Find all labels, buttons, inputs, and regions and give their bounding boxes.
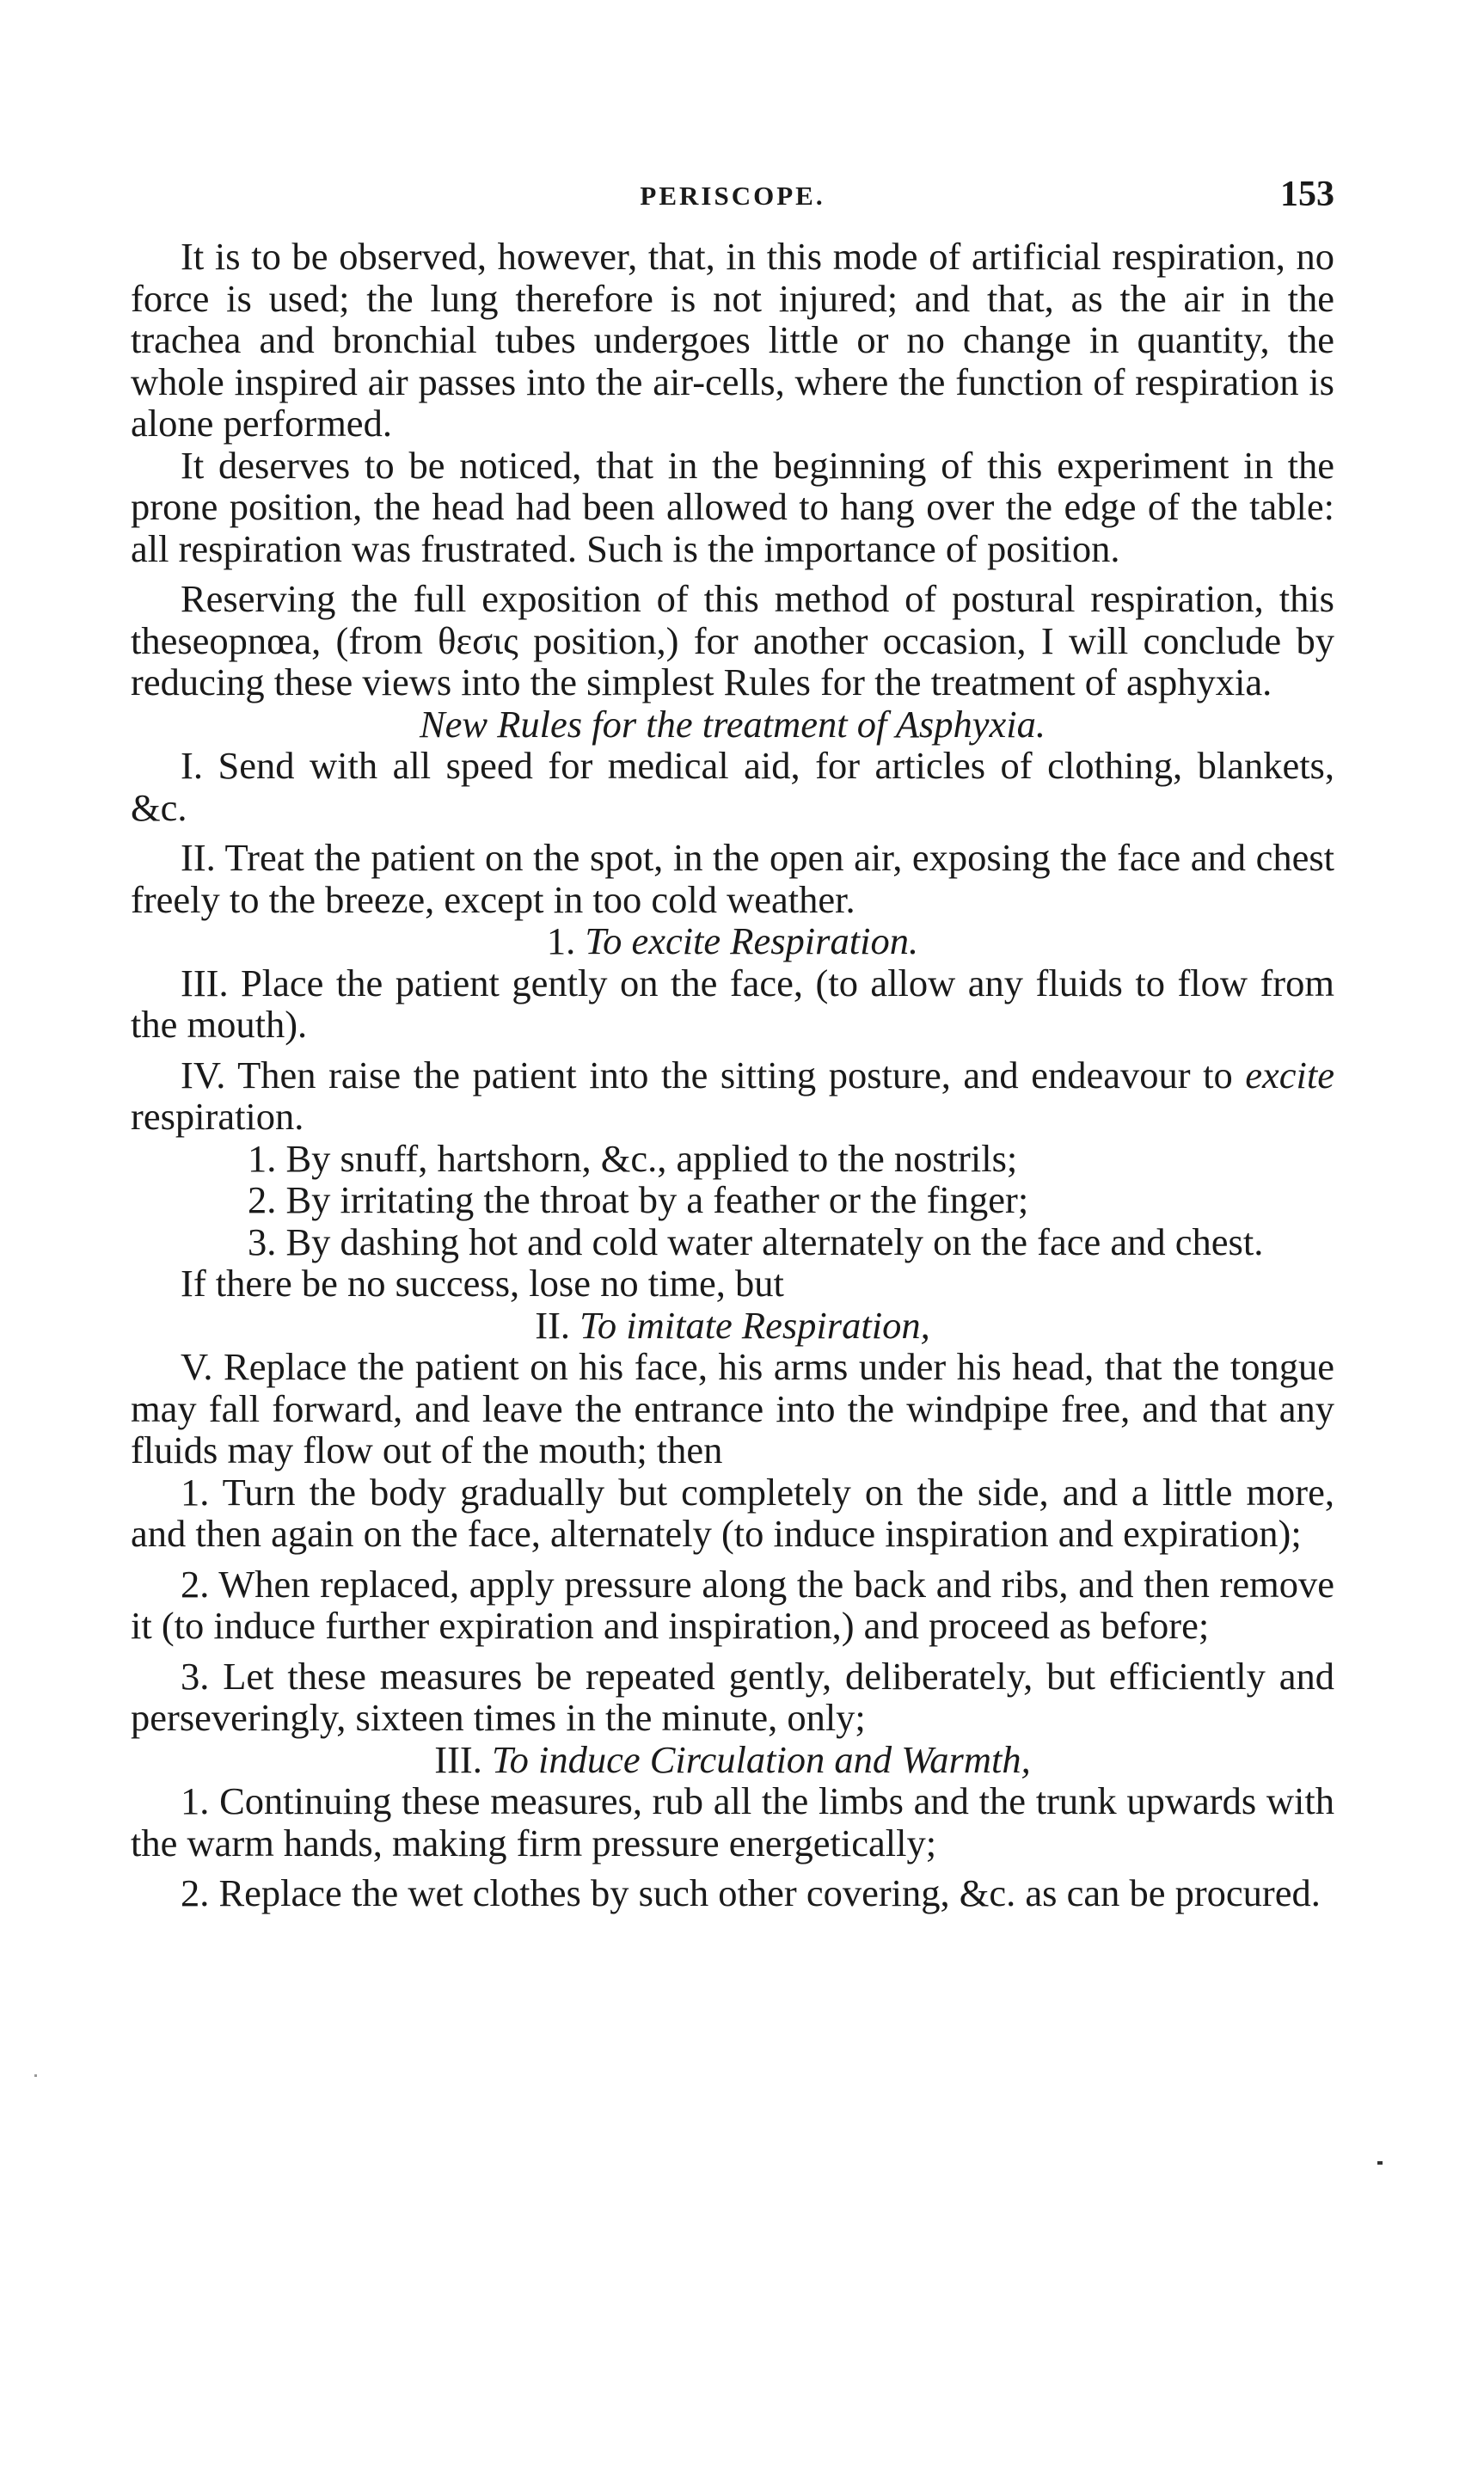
rule-ii: II. Treat the patient on the spot, in the open air, exposing the face and chest freely to the breeze, except in too cold weather.	[131, 836, 1334, 921]
paragraph-postural-respiration: Reserving the full exposition of this method of postural respiration, this theseopnœa, (from θεσις position,) for another occasion, I will conclude by reducing these views into the simplest Rules for the treatment of asphyxia.	[131, 577, 1334, 703]
list-item: 3. Let these measures be repeated gently, deliberately, but efficiently and perseveringly, sixteen times in the minute, only;	[131, 1654, 1334, 1739]
paragraph-position: It deserves to be noticed, that in the beginning of this experiment in the prone position, the head had been allowed to hang over the edge of the table: all respiration was frustrated. Such is the importance of position.	[131, 443, 1334, 570]
print-speck	[1377, 2161, 1383, 2165]
body-text	[131, 236, 1334, 1914]
rule-iii: III. Place the patient gently on the face, (to allow any fluids to flow from the mouth).	[131, 961, 1334, 1046]
section-heading-text: To induce Circulation and Warmth,	[491, 1737, 1031, 1781]
page-number: 153	[1280, 175, 1334, 214]
rules-title: New Rules for the treatment of Asphyxia.	[420, 702, 1046, 746]
list-item: 3. By dashing hot and cold water alternately on the face and chest.	[248, 1219, 1264, 1263]
rule-iv-end: respiration.	[131, 1095, 304, 1138]
list-item: 2. Replace the wet clothes by such other covering, &c. as can be procured.	[181, 1871, 1321, 1914]
section-heading-text: To excite Respiration.	[585, 919, 919, 962]
running-head: PERISCOPE.	[640, 181, 825, 211]
list-item: 1. By snuff, hartshorn, &c., applied to the nostrils;	[248, 1136, 1018, 1180]
rule-i: I. Send with all speed for medical aid, for articles of clothing, blankets, &c.	[131, 744, 1334, 829]
section-heading-number: II.	[535, 1303, 571, 1347]
section-heading-number: III.	[434, 1737, 482, 1781]
rule-iv-italic: excite	[1245, 1053, 1334, 1097]
section-heading-circulation-warmth	[131, 1739, 1334, 1781]
no-success-line: If there be no success, lose no time, but	[181, 1262, 784, 1305]
list-item: 2. When replaced, apply pressure along the back and ribs, and then remove it (to induce further expiration and inspiration,) and proceed as before;	[131, 1562, 1334, 1647]
section-heading-imitate-respiration	[131, 1305, 1334, 1347]
section-heading-excite-respiration	[131, 920, 1334, 962]
list-item: 1. Continuing these measures, rub all the limbs and the trunk upwards with the warm hands, making firm pressure energetically;	[131, 1779, 1334, 1864]
rule-iv-start: IV. Then raise the patient into the sitting posture, and endeavour to	[181, 1053, 1233, 1097]
page-header	[131, 163, 1334, 224]
section-heading-number: 1.	[546, 919, 576, 962]
section-heading-text: To imitate Respiration,	[579, 1303, 930, 1347]
paragraph-observation: It is to be observed, however, that, in this mode of artificial respiration, no force is used; the lung therefore is not injured; and that, as the air in the trachea and bronchial tubes undergoes little or no change in quantity, the whole inspired air passes into the air-cells, where the function of respiration is alone performed.	[131, 235, 1334, 445]
list-item: 2. By irritating the throat by a feather or the finger;	[248, 1178, 1029, 1221]
rule-v: V. Replace the patient on his face, his arms under his head, that the tongue may fall forward, and leave the entrance into the windpipe free, and that any fluids may flow out of the mouth; then	[131, 1345, 1334, 1471]
list-item: 1. Turn the body gradually but completely on the side, and a little more, and then again on the face, alternately (to induce inspiration and expiration);	[131, 1470, 1334, 1555]
rule-iv	[131, 1054, 1334, 1138]
print-speck	[34, 2074, 37, 2077]
page-content	[131, 163, 1334, 1914]
